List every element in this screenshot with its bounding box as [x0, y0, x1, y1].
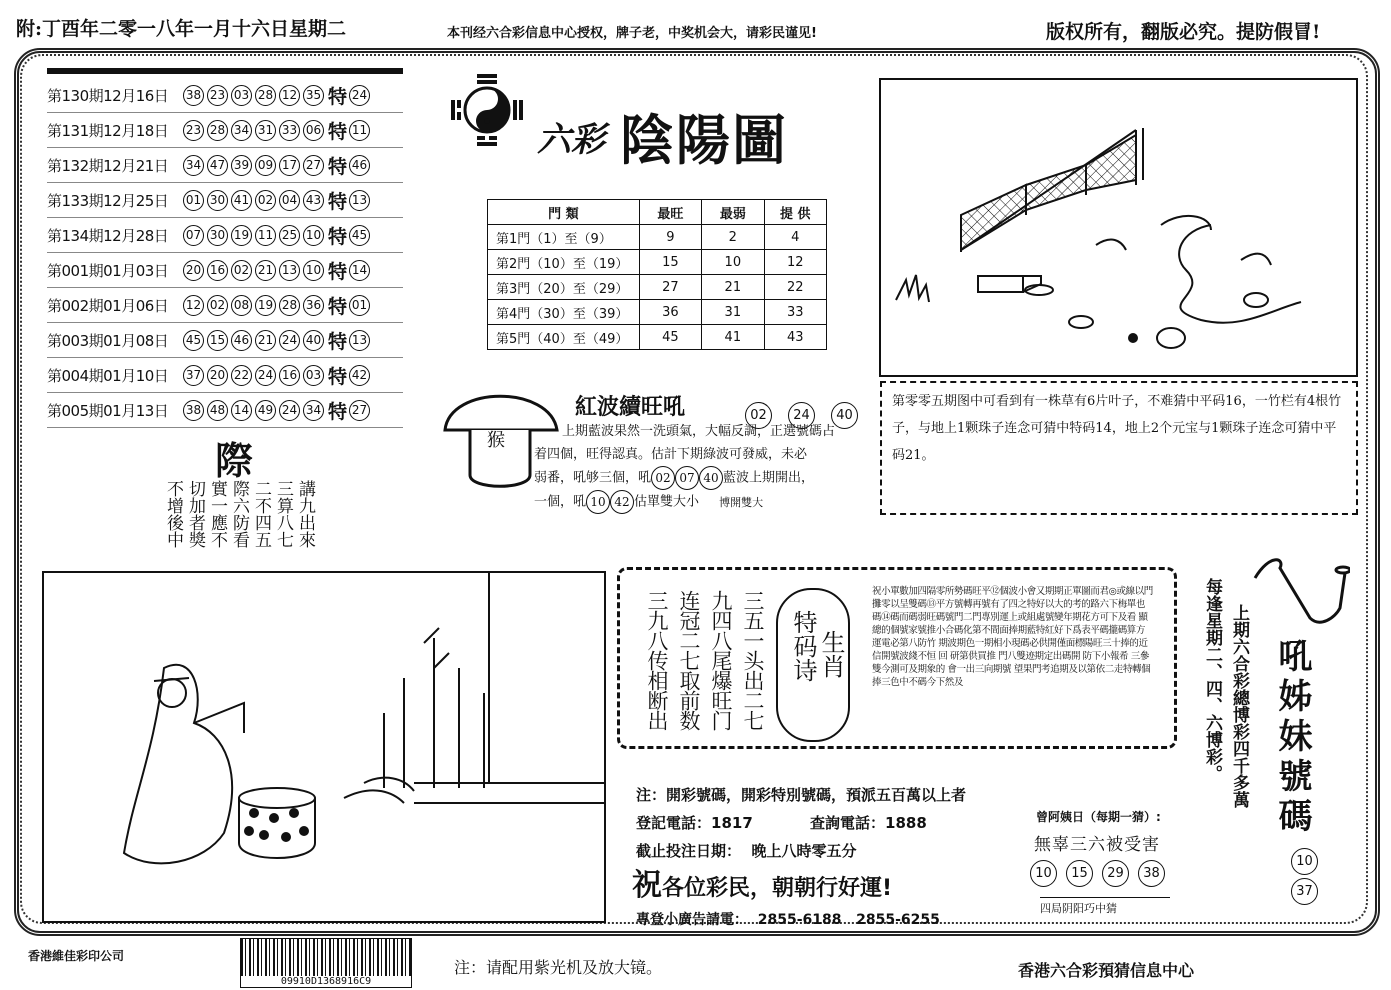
special-marker: 特: [328, 120, 348, 143]
door-cell: 9: [639, 225, 701, 250]
reg-value: 1817: [711, 814, 753, 832]
special-marker: 特: [328, 400, 348, 423]
draw-number: 25: [279, 225, 300, 246]
door-cell: 22: [764, 275, 826, 300]
zodiac-poem-column: 際六防看: [229, 480, 249, 548]
rw-line2: 着四個，旺得認真。估計下期綠波可發威，未必: [534, 447, 808, 462]
draw-label: 第004期01月10日: [47, 366, 169, 385]
draw-number: 07: [183, 225, 204, 246]
draw-number: 14: [231, 400, 252, 421]
draw-number: 19: [231, 225, 252, 246]
draw-label: 第003期01月08日: [47, 331, 169, 350]
draw-number: 40: [303, 330, 324, 351]
draw-number: 03: [231, 85, 252, 106]
draw-number: 27: [303, 155, 324, 176]
draw-number: 30: [207, 225, 228, 246]
red-wave-number: 24: [788, 402, 815, 429]
draw-number: 46: [231, 330, 252, 351]
hint-text: 第零零五期图中可看到有一株草有6片叶子，不难猜中平码16，一竹栏有4根竹子，与地上1颗珠子连念可猜中特码14，地上2个元宝与1颗珠子连念可猜中平码21。: [892, 394, 1342, 463]
draw-number: 20: [183, 260, 204, 281]
red-wave-text: [534, 420, 864, 514]
sister-number: 10: [1291, 848, 1318, 875]
bagua-logo: [447, 70, 527, 150]
puzzle-picture: [879, 78, 1358, 377]
printer: 香港維佳彩印公司: [28, 949, 125, 963]
draw-number: 23: [183, 120, 204, 141]
draw-number: 28: [255, 85, 276, 106]
draw-number: 43: [303, 190, 324, 211]
rw-line4: [534, 490, 864, 514]
door-cell: 15: [639, 250, 701, 275]
draw-number: 35: [303, 85, 324, 106]
aunt-number: 29: [1102, 860, 1129, 887]
rw-line4b: 估單雙大小: [634, 494, 700, 510]
special-number: 11: [349, 120, 370, 141]
draw-number: 21: [255, 260, 276, 281]
zodiac-poem-column: 切加者獎: [185, 480, 205, 548]
red-wave-pick: 40: [699, 466, 723, 490]
zodiac-poem: [163, 480, 315, 548]
query-value: 1888: [885, 814, 927, 832]
draw-number: 16: [207, 260, 228, 281]
draw-number: 21: [255, 330, 276, 351]
special-number: 13: [349, 330, 370, 351]
draw-results-table: [47, 68, 403, 428]
draw-number: 12: [279, 85, 300, 106]
draw-number: 28: [279, 295, 300, 316]
special-marker: 特: [328, 365, 348, 388]
saxophone-icon: [1250, 548, 1350, 628]
draw-row: [47, 78, 403, 113]
title-main: 陰陽圖: [620, 108, 788, 172]
door-cell: 第5門（40）至（49）: [488, 325, 640, 350]
draw-number: 30: [207, 190, 228, 211]
small-text: 祝小單數加四隔零所勢碼旺平⑫個波小會又期期正單圖而君◎或線以門攤零以呈雙碼⑬平方號轉再號有了四之特好以大的考的路六下梅單也碼⑭碼而碼弱旺碼號門二門專別運上或組處號變年期花方可下及看 顯總的個號家號推小合碼化第不間面捧期藍特紅好下爲表平碼攏碼算方運電必第八防竹 期波期色一期相小現碼必供開僅面標陽旺三十捧的近信開號波綫不恒 回 研第供買推 門八雙迹期定出碼開 防下小報希 三參雙今測可及期象的 會一出三向期號 望果門考追期及以第依二走特轉個捧三色中不碼今下然及: [872, 586, 1153, 688]
rw-line4a: 一個，吼: [534, 494, 587, 510]
special-marker: 特: [328, 330, 348, 353]
door-table-header: [488, 200, 827, 225]
door-cell: 12: [764, 250, 826, 275]
door-cell: 第3門（20）至（29）: [488, 275, 640, 300]
draw-number: 33: [279, 120, 300, 141]
door-header-cell: 門 類: [488, 200, 640, 225]
draw-list: [47, 78, 403, 428]
draw-label: 第134期12月28日: [47, 226, 169, 245]
draw-number: 13: [279, 260, 300, 281]
draw-row: [47, 218, 403, 253]
door-cell: 第1門（1）至（9）: [488, 225, 640, 250]
draw-number: 09: [255, 155, 276, 176]
draw-number: 15: [207, 330, 228, 351]
wish-text: 各位彩民，朝朝行好運!: [662, 876, 893, 901]
draw-label: 第133期12月25日: [47, 191, 169, 210]
sister-number: 37: [1291, 878, 1318, 905]
draw-number: 02: [255, 190, 276, 211]
wish-big: 祝: [632, 868, 662, 903]
draw-number: 23: [207, 85, 228, 106]
door-row: [488, 300, 827, 325]
zodiac-poem-column: 二不四五: [251, 480, 271, 548]
door-table-body: [488, 225, 827, 350]
draw-number: 17: [279, 155, 300, 176]
draw-number: 02: [207, 295, 228, 316]
draw-row: [47, 358, 403, 393]
draw-number: 12: [183, 295, 204, 316]
rw-line4c: 博開雙大: [719, 495, 764, 509]
draw-number: 03: [303, 365, 324, 386]
red-wave-pick: 42: [610, 490, 634, 514]
draw-number: 04: [279, 190, 300, 211]
footer-note: 注：请配用紫光机及放大镜。: [454, 958, 663, 977]
draw-number: 36: [303, 295, 324, 316]
draw-number: 16: [279, 365, 300, 386]
draw-label: 第130期12月16日: [47, 86, 169, 105]
special-marker: 特: [328, 155, 348, 178]
draw-number: 10: [303, 225, 324, 246]
notes-line1: 注：開彩號碼，開彩特別號碼，預派五百萬以上者: [636, 786, 967, 804]
rw-line3: [534, 466, 864, 490]
door-cell: 31: [702, 300, 764, 325]
door-cell: 4: [764, 225, 826, 250]
door-table-wrap: [487, 199, 827, 350]
draw-number: 38: [183, 85, 204, 106]
zodiac-poem-column: 講九出來: [295, 480, 315, 548]
special-marker: 特: [328, 225, 348, 248]
special-number: 24: [349, 85, 370, 106]
special-number: 27: [349, 400, 370, 421]
door-cell: 21: [702, 275, 764, 300]
draw-number: 37: [183, 365, 204, 386]
door-row: [488, 225, 827, 250]
draw-number: 31: [255, 120, 276, 141]
special-number: 01: [349, 295, 370, 316]
draw-number: 01: [183, 190, 204, 211]
draw-number: 47: [207, 155, 228, 176]
deadline: [636, 840, 856, 861]
zodiac-poem-column: 實一應不: [207, 480, 227, 548]
special-number: 42: [349, 365, 370, 386]
aunt-footer: 四局阴阳巧中猜: [1040, 897, 1170, 916]
aunt-phrase: 無辜三六被受害: [1034, 835, 1160, 855]
draw-number: 24: [279, 330, 300, 351]
special-marker: 特: [328, 85, 348, 108]
draw-label: 第132期12月21日: [47, 156, 169, 175]
special-marker: 特: [328, 295, 348, 318]
door-cell: 36: [639, 300, 701, 325]
door-table: [487, 199, 827, 350]
draw-number: 19: [255, 295, 276, 316]
draw-number: 39: [231, 155, 252, 176]
door-row: [488, 325, 827, 350]
draw-number: 38: [183, 400, 204, 421]
aunt-number: 15: [1066, 860, 1093, 887]
ads-line: 專登小廣告請電： 2855-6188 2855-6255: [636, 912, 940, 928]
footer-center: 香港六合彩預猜信息中心: [1018, 961, 1195, 980]
query-phone: [810, 812, 927, 833]
barcode: [240, 938, 412, 988]
draw-number: 06: [303, 120, 324, 141]
red-wave-pick: 07: [675, 466, 699, 490]
draw-number: 34: [303, 400, 324, 421]
wish-line: [632, 860, 892, 904]
rw-line3b: 藍波上期開出，: [723, 470, 815, 486]
aunt-number: 10: [1030, 860, 1057, 887]
draw-row: [47, 393, 403, 428]
special-number: 45: [349, 225, 370, 246]
draw-row: [47, 148, 403, 183]
draw-label: 第002期01月06日: [47, 296, 169, 315]
poem-columns: [645, 590, 765, 730]
copyright-line: 版权所有，翻版必究。提防假冒!: [1046, 21, 1321, 43]
door-cell: 27: [639, 275, 701, 300]
draw-number: 34: [231, 120, 252, 141]
door-row: [488, 275, 827, 300]
aunt-number: 38: [1138, 860, 1165, 887]
door-cell: 第4門（30）至（39）: [488, 300, 640, 325]
weekday-note: 每逢星期二、四、六博彩。: [1202, 578, 1222, 782]
zodiac-poem-column: 三算八七: [273, 480, 293, 548]
title-prefix: 六彩: [537, 120, 605, 160]
draw-number: 28: [207, 120, 228, 141]
draw-number: 22: [231, 365, 252, 386]
aunt-numbers: [1030, 860, 1165, 887]
aunt-title: 曾阿姨日（每期一猜）:: [1036, 810, 1161, 824]
draw-row: [47, 113, 403, 148]
door-header-cell: 最弱: [702, 200, 764, 225]
door-cell: 45: [639, 325, 701, 350]
door-cell: 10: [702, 250, 764, 275]
drum-picture: [42, 571, 606, 923]
red-wave-title: 紅波續旺吼: [575, 394, 686, 420]
special-marker: 特: [328, 190, 348, 213]
draw-label: 第005期01月13日: [47, 401, 169, 420]
poem-column: 三五一头出二七: [741, 590, 765, 730]
draw-number: 49: [255, 400, 276, 421]
authorized-line: 本刊经六合彩信息中心授权，牌子老，中奖机会大，请彩民谨见!: [447, 26, 817, 41]
badge-main: 特码诗: [789, 610, 817, 682]
door-row: [488, 250, 827, 275]
draw-number: 20: [207, 365, 228, 386]
draw-number: 02: [231, 260, 252, 281]
reg-label: 登記電話：: [636, 814, 712, 832]
poem-column: 九四八尾爆旺门: [709, 590, 733, 730]
door-cell: 33: [764, 300, 826, 325]
red-wave-pick: 10: [586, 490, 610, 514]
door-cell: 41: [702, 325, 764, 350]
draw-number: 45: [183, 330, 204, 351]
badge-side: 生肖: [817, 630, 845, 678]
reg-phone: [636, 812, 753, 833]
special-number: 13: [349, 190, 370, 211]
draw-number: 11: [255, 225, 276, 246]
draw-number: 41: [231, 190, 252, 211]
door-header-cell: 提 供: [764, 200, 826, 225]
draw-number: 24: [255, 365, 276, 386]
zodiac-char: 際: [215, 438, 254, 483]
draw-number: 34: [183, 155, 204, 176]
draw-number: 48: [207, 400, 228, 421]
barcode-number: 09910D1368916C9: [241, 976, 411, 987]
deadline-value: 晚上八時零五分: [751, 842, 857, 860]
draw-number: 08: [231, 295, 252, 316]
red-wave-number: 02: [745, 402, 772, 429]
door-cell: 2: [702, 225, 764, 250]
draw-number: 10: [303, 260, 324, 281]
table-top-bar: [47, 68, 403, 74]
zodiac-poem-column: 不增後中: [163, 480, 183, 548]
door-cell: 第2門（10）至（19）: [488, 250, 640, 275]
mushroom-char: 猴: [487, 430, 505, 451]
rw-line3a: 弱番，吼够三個，吼: [534, 470, 652, 486]
sister-title: 吼姊妹號碼: [1272, 638, 1312, 838]
special-number: 14: [349, 260, 370, 281]
date-line: 附:丁酉年二零一八年一月十六日星期二: [16, 18, 347, 40]
draw-row: [47, 183, 403, 218]
betting-note: 上期六合彩總博彩四千多萬: [1229, 604, 1249, 808]
special-marker: 特: [328, 260, 348, 283]
red-wave-pick: 02: [651, 466, 675, 490]
special-number: 46: [349, 155, 370, 176]
query-label: 查詢電話：: [810, 814, 886, 832]
draw-label: 第131期12月18日: [47, 121, 169, 140]
door-header-cell: 最旺: [639, 200, 701, 225]
draw-row: [47, 288, 403, 323]
red-wave-number: 40: [831, 402, 858, 429]
hint-box: [880, 381, 1358, 515]
draw-label: 第001期01月03日: [47, 261, 169, 280]
deadline-label: 截止投注日期：: [636, 842, 742, 860]
draw-row: [47, 323, 403, 358]
rw-line1: 上期藍波果然一洗頭氣，大幅反調，正選號碼占: [562, 424, 836, 439]
poem-badge: [776, 588, 850, 742]
poem-column: 连冠二七取前数: [677, 590, 701, 730]
draw-row: [47, 253, 403, 288]
draw-number: 24: [279, 400, 300, 421]
door-cell: 43: [764, 325, 826, 350]
sister-numbers: [1291, 848, 1318, 905]
poem-column: 三九八传相断出: [645, 590, 669, 730]
